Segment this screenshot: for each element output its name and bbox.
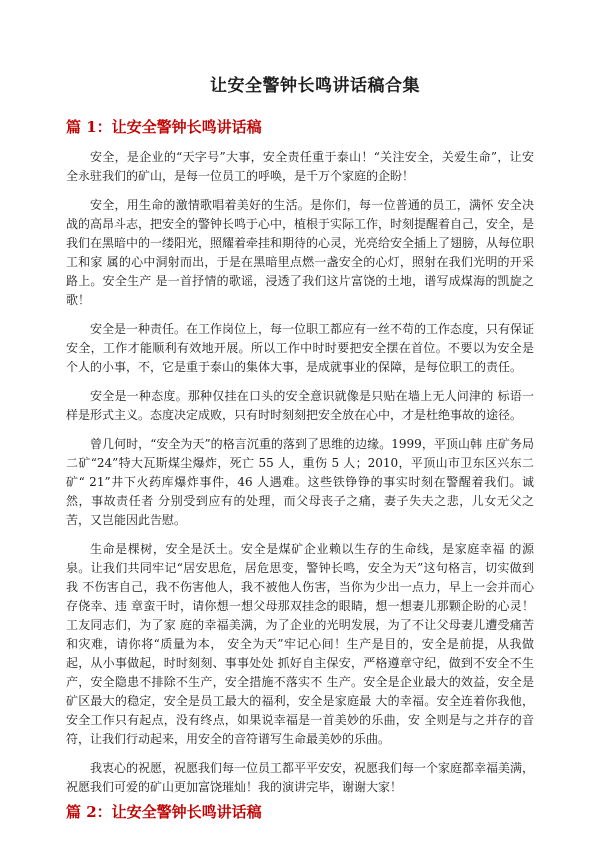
paragraph: 安全是一种态度。那种仅挂在口头的安全意识就像是只贴在墙上无人问津的 标语一样是形式主义。态度决定成败，只有时时刻刻把安全放在心中，才是杜绝事故的途径。 (66, 389, 534, 422)
paragraph: 安全，是企业的“天字号”大事，安全责任重于泰山！“关注安全，关爱生命”，让安全永驻我们的矿山，是每一位员工的呼唤，是千万个家庭的企盼！ (66, 150, 534, 183)
section-heading-1: 篇 1：让安全警钟长鸣讲话稿 (66, 118, 262, 136)
section-heading-2: 篇 2：让安全警钟长鸣讲话稿 (66, 803, 262, 821)
paragraph: 生命是棵树，安全是沃土。安全是煤矿企业赖以生存的生命线，是家庭幸福 的源泉。让我们共同牢记“居安思危，居危思变，警钟长鸣，安全为天”这句格言，切实做到我 不伤害自己，我不伤害他人，我不被他人伤害，当你为少出一点力，早上一会并而心存侥幸、违 章蛮干时，请你想一想父母那双挂念的眼睛，想一想妻儿那颗企盼的心灵！工友同志们，为了家 庭的幸福美满，为了企业的光明发展，为了不让父母妻儿遭受痛苦和灾难，请你将“质量为本， 安全为天”牢记心间！生产是目的，安全是前提，从我做起，从小事做起，时时刻刻、事事处处 抓好自主保安，严格遵章守纪，做到不安全不生产，安全隐患不排除不生产，安全措施不落实不 生产。安全是企业最大的效益，安全是矿区最大的稳定，安全是员工最大的福利，安全是家庭最 大的幸福。安全连着你我他，安全工作只有起点，没有终点，如果说幸福是一首美妙的乐曲，安 全则是与之并存的音符，让我们行动起来，用安全的音符谱写生命最美妙的乐曲。 (66, 542, 534, 746)
paragraph: 我衷心的祝愿，祝愿我们每一位员工都平平安安，祝愿我们每一个家庭都幸福美满，祝愿我们可爱的矿山更加富饶璀灿！我的演讲完毕，谢谢大家！ (66, 761, 535, 794)
paragraph: 安全是一种责任。在工作岗位上，每一位职工都应有一丝不苟的工作态度，只有保证安全，工作才能顺利有效地开展。所以工作中时时要把安全摆在首位。不要以为安全是 个人的小事，不，它是重于泰山的集体大事，是成就事业的保障，是每位职工的责任。 (66, 322, 535, 374)
document-title: 让安全警钟长鸣讲话稿合集 (210, 76, 420, 96)
paragraph: 曾几何时，“安全为天”的格言沉重的落到了思维的边缘。1999，平顶山韩 庄矿务局二矿“24”特大瓦斯煤尘爆炸，死亡 55 人，重伤 5 人；2010，平顶山市卫东区兴东二矿“ 21”井下火药库爆炸事件，46 人遇难。这些铁铮铮的事实时刻在警醒着我们。诚然，事故责任者 分别受到应有的处理，而父母丧子之痛，妻子失夫之悲，儿女无父之苦，又岂能因此告慰。 (66, 437, 534, 527)
paragraph: 安全，用生命的激情歌唱着美好的生活。是你们，每一位普通的员工，满怀 安全决战的高昂斗志，把安全的警钟长鸣于心中，植根于实际工作，时刻提醒着自己，安全，是我们在黑暗中的一缕阳光，照耀着牵挂和期待的心灵，光亮给安全插上了翅膀，从每位职工和家 属的心中洞射而出，于是在黑暗里点燃一盏安全的心灯，照射在我们光明的开采路上。安全生产 是一首抒情的歌谣，浸透了我们这片富饶的土地，谱写成煤海的凯旋之歌！ (66, 198, 535, 307)
